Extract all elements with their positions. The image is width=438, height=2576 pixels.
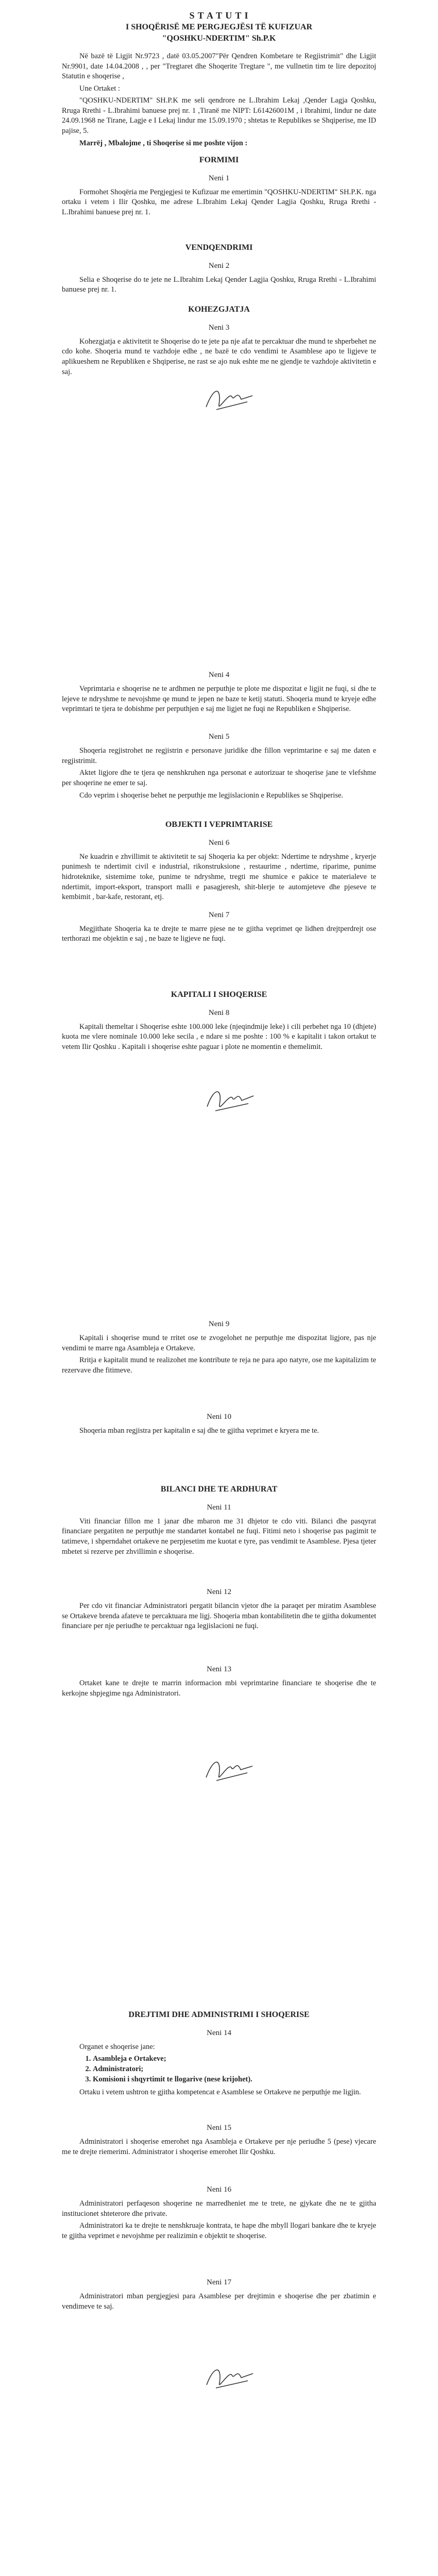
article-5 <box>62 732 376 803</box>
handwritten-signature <box>201 381 258 417</box>
article-number: Neni 1 <box>208 174 230 182</box>
article-13 <box>62 1664 376 1701</box>
article-4 <box>62 670 376 717</box>
intro-paragraph: Marrëj , Mbalojme , ti Shoqerise si me poshte vijon : <box>79 139 248 147</box>
article-number: Neni 4 <box>208 671 230 679</box>
article-text: Shoqeria mban regjistra per kapitalin e saj dhe te gjitha veprimet e kryera me te. <box>79 1427 319 1435</box>
section-kapitali <box>62 989 376 1055</box>
article-number: Neni 3 <box>208 323 230 332</box>
intro-text <box>62 52 376 150</box>
article-number: Neni 6 <box>208 838 230 847</box>
article-12 <box>62 1587 376 1634</box>
handwritten-signature <box>201 2360 258 2396</box>
article-text: Aktet ligjore dhe te tjera qe nenshkruhen nga personat e autorizuar te shoqerise jane te vlefshme per shoqerine ne emer te saj. <box>62 769 376 787</box>
section-heading: FORMIMI <box>199 156 239 164</box>
section-formimi <box>62 155 376 220</box>
section-drejtimi <box>62 2009 376 2100</box>
organs-list <box>62 2054 376 2084</box>
article-text: Selia e Shoqerise do te jete ne L.Ibrahim Lekaj Qender Lagjia Qoshku, Rruga Rrethi - L.Ibrahimi banuese prej nr. 1. <box>62 275 376 294</box>
article-text: Ortaket kane te drejte te marrin informacion mbi veprimtarine financiare te shoqerise dhe te kerkojne shpjegime nga Administratori. <box>62 1679 376 1698</box>
article-text: Cdo veprim i shoqerise behet ne perputhje me legjislacionin e Republikes se Shqiperise. <box>79 791 343 800</box>
intro-paragraph: Une Ortaket : <box>79 84 120 93</box>
article-number: Neni 9 <box>208 1320 230 1328</box>
article-number: Neni 14 <box>207 2028 231 2037</box>
section-heading: OBJEKTI I VEPRIMTARISE <box>165 820 273 829</box>
handwritten-signature <box>201 1082 258 1118</box>
article-number: Neni 16 <box>207 2185 231 2194</box>
article-number: Neni 5 <box>208 733 230 741</box>
article-number: Neni 15 <box>207 2124 231 2132</box>
article-number: Neni 7 <box>208 910 230 919</box>
article-10 <box>62 1412 376 1438</box>
document-header <box>62 9 376 44</box>
document-subtitle-1: I SHOQËRISË ME PERGJEGJËSI TË KUFIZUAR <box>125 23 312 32</box>
article-9 <box>62 1319 376 1378</box>
document-title: S T A T U T I <box>189 10 249 21</box>
section-heading: DREJTIMI DHE ADMINISTRIMI I SHOQERISE <box>128 2010 310 2019</box>
article-text: Per cdo vit financiar Administratori pergatit bilancin vjetor dhe ia paraqet per miratim Asamblese se Ortakeve brenda afateve te percaktuara me ligj. Shoqeria mban kontabilitetin dhe te gjitha dokumentet financiare per nje periudhe te percaktuar nga legjislacioni ne fuqi. <box>62 1602 376 1631</box>
article-number: Neni 2 <box>208 261 230 270</box>
section-vendqendrimi <box>62 242 376 297</box>
article-number: Neni 11 <box>207 1503 231 1512</box>
article-text: Megjithate Shoqeria ka te drejte te marre pjese ne te gjitha veprimet qe lidhen drejtperdrejt ose terthorazi me objektin e saj , ne baze te ligjeve ne fuqi. <box>62 924 376 943</box>
article-text: Formohet Shoqëria me Pergjegjesi te Kufizuar me emertimin "QOSHKU-NDERTIM" SH.P.K. nga ortaku i vetem i Ilir Qoshku, me adrese L.Ibrahim Lekaj Qender Lagjia Qoshku, Rruga Rrethi - L.Ibrahimi banuese prej nr. 1. <box>62 188 376 216</box>
article-text: Ne kuadrin e zhvillimit te aktivitetit te saj Shoqeria ka per objekt: Ndertime te ndryshme , kryerje punimesh te ndertimit civil e industrial, rikonstruksione , restaurime , ndertime, riparime, punime hidroteknike, sistemime toke, punime te ndryshme, tregti me shumice e pakice te materialeve te ndertimit, import-eksport, transport malli e pasagjeresh, shit-blerje te automjeteve dhe pjeseve te kembimit , bar-kafe, restorant, etj. <box>62 852 376 902</box>
handwritten-signature <box>201 1752 258 1788</box>
article-text: Administratori mban pergjegjesi para Asamblese per drejtimin e shoqerise dhe per zbatimin e vendimeve te saj. <box>62 2292 376 2311</box>
article-number: Neni 12 <box>207 1588 231 1596</box>
section-heading: VENDQENDRIMI <box>185 243 253 252</box>
article-number: Neni 10 <box>207 1413 231 1421</box>
article-text: Organet e shoqerise jane: <box>79 2042 155 2051</box>
article-number: Neni 8 <box>208 1008 230 1017</box>
article-15 <box>62 2123 376 2159</box>
article-text: Administratori i shoqerise emerohet nga Asambleja e Ortakeve per nje periudhe 5 (pese) vjecare me te drejte riemerimi. Administrator i shoqerise emerohet Ilir Qoshku. <box>62 2138 376 2156</box>
section-heading: KOHEZGJATJA <box>188 305 250 314</box>
article-16 <box>62 2184 376 2244</box>
section-objekti <box>62 819 376 946</box>
article-text: Rritja e kapitalit mund te realizohet me kontribute te reja ne para apo natyre, ose me kapitalizim te rezervave dhe fitimeve. <box>62 1356 376 1375</box>
article-text: Kapitali i shoqerise mund te rritet ose te zvogelohet ne perputhje me dispozitat ligjore, pas nje vendimi te marre nga Asambleja e Ortakeve. <box>62 1334 376 1352</box>
article-text: Administratori perfaqeson shoqerine ne marredheniet me te trete, ne gjykate dhe ne te gjitha institucionet shteterore dhe private. <box>62 2199 376 2218</box>
article-number: Neni 17 <box>207 2278 231 2286</box>
article-text: Ortaku i vetem ushtron te gjitha kompetencat e Asamblese se Ortakeve ne perputhje me ligjin. <box>79 2088 361 2097</box>
article-text: Kohezgjatja e aktivitetit te Shoqerise do te jete pa nje afat te percaktuar dhe mund te shperbehet ne cdo kohe. Shoqeria mund te vazhdoje edhe , ne bazë te cdo vendimi te Asamblese apo te ligjeve te aplikueshem ne Republiken e Shqiperise, ne rast se ajo nuk eshte me ne gjendje te vazhdoje aktivitetin e saj. <box>62 337 376 376</box>
article-17 <box>62 2277 376 2314</box>
article-text: Veprimtaria e shoqerise ne te ardhmen ne perputhje te plote me dispozitat e ligjit ne fuqi, si dhe te lejeve te ndryshme te nevojshme qe mund te jepen ne baze te ketij statuti. Shoqeria mund te kryeje edhe veprimtari te tjera te dobishme per perputhjen e saj me ligjet ne fuqi ne Republiken e Shqiperise. <box>62 685 376 714</box>
list-item: 1. Asambleja e Ortakeve; <box>93 2054 376 2064</box>
article-text: Shoqeria regjistrohet ne regjistrin e personave juridike dhe fillon veprimtarine e saj me daten e regjistrimit. <box>62 747 376 765</box>
section-kohezgjatja <box>62 304 376 379</box>
list-item: 3. Komisioni i shqyrtimit te llogarive (nese krijohet). <box>93 2075 376 2085</box>
section-bilanci <box>62 1484 376 1559</box>
article-text: Viti financiar fillon me 1 janar dhe mbaron me 31 dhjetor te cdo viti. Bilanci dhe pasqyrat financiare pergatiten ne perputhje me standartet kontabel ne fuqi. Fitimi neto i shoqerise pas pagimit te tatimeve, i shperndahet ortakeve ne perpjesetim me kuotat e tyre, pas vendimit te Asamblese. Pjesa tjeter mbetet si rezerve per zhvillimin e shoqerise. <box>62 1517 376 1556</box>
article-text: Administratori ka te drejte te nenshkruaje kontrata, te hape dhe mbyll llogari bankare dhe te kryeje te gjitha veprimet e nevojshme per realizimin e objektit te shoqerise. <box>62 2222 376 2240</box>
article-number: Neni 13 <box>207 1665 231 1673</box>
section-heading: BILANCI DHE TE ARDHURAT <box>160 1485 278 1494</box>
intro-paragraph: "QOSHKU-NDERTIM" SH.P.K me seli qendrore ne L.Ibrahim Lekaj ,Qender Lagja Qoshku, Rruga Rrethi - L.Ibrahimi banuese prej nr. 1 ,Tiranë me NIPT: L61426001M , i Ibrahimi, lindur ne date 24.09.1968 ne Tirane, Lagje e I Lekaj lindur me 15.09.1970 ; shtetas te Republikes se Shqiperise, me ID pajise, 5. <box>62 96 376 135</box>
list-item: 2. Administratori; <box>93 2064 376 2075</box>
document-subtitle-2: "QOSHKU-NDERTIM" Sh.P.K <box>162 33 276 43</box>
article-text: Kapitali themeltar i Shoqerise eshte 100.000 leke (njeqindmije leke) i cili perbehet nga 10 (dhjete) kuota me vlere nominale 10.000 leke secila , e ndare si me poshte : 100 % e kapitalit i takon ortakut te vetem Ilir Qoshku . Kapitali i shoqerise eshte paguar i plote ne momentin e themelimit. <box>62 1022 376 1051</box>
section-heading: KAPITALI I SHOQERISE <box>171 990 267 999</box>
intro-paragraph: Në bazë të Ligjit Nr.9723 , datë 03.05.2007"Për Qendren Kombetare te Regjistrimit" dhe Ligjit Nr.9901, date 14.04.2008 , , per "Tregtaret dhe Shoqerite Tregtare ", me vullnetin tim te lire depozitoj Statutin e shoqerise , <box>62 52 376 81</box>
